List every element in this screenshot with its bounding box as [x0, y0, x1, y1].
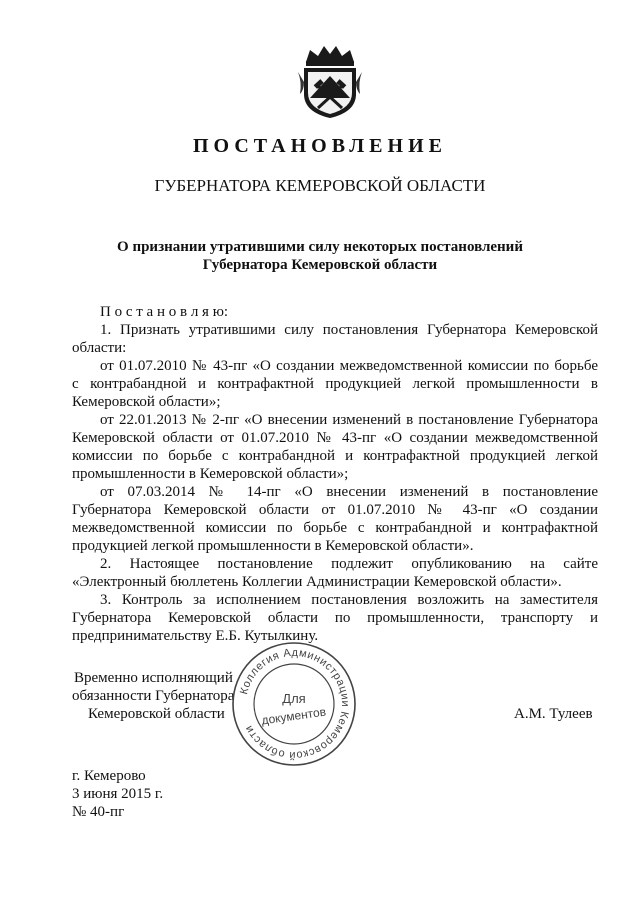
body-line: с контрабандной и контрафактной продукцией легкой промышленности в — [72, 376, 598, 392]
body-line: Губернатора Кемеровской области по промышленности, транспорту и — [72, 610, 598, 626]
body-line: Кемеровской области»; — [72, 394, 221, 410]
page-title: ПОСТАНОВЛЕНИЕ — [193, 135, 447, 157]
body-line: от 22.01.2013 № 2-пг «О внесении изменений в постановление Губернатора — [100, 412, 598, 428]
body-line: межведомственной комиссии по борьбе с контрабандной и контрафактной — [72, 520, 598, 536]
stamp-ring-text: Коллегия Администрации Кемеровской области — [238, 646, 352, 762]
body-line: от 01.07.2010 № 43-пг «О создании межведомственной комиссии по борьбе — [100, 358, 598, 374]
body-line: 1. Признать утратившими силу постановления Губернатора Кемеровской — [100, 322, 598, 338]
body-line: предпринимательству Е.Б. Кутылкину. — [72, 628, 319, 644]
city: г. Кемерово — [72, 768, 146, 784]
body-line: Кемеровской области от 01.07.2010 № 43-пг «О создании межведомственной — [72, 430, 598, 446]
document-number: № 40-пг — [72, 804, 125, 820]
date: 3 июня 2015 г. — [72, 786, 164, 802]
doc-heading-line-2: Губернатора Кемеровской области — [202, 257, 438, 273]
signature-role-line-3: Кемеровской области — [88, 706, 225, 722]
body-line: 2. Настоящее постановление подлежит опубликованию на сайте — [100, 556, 598, 572]
issuer-subtitle: ГУБЕРНАТОРА КЕМЕРОВСКОЙ ОБЛАСТИ — [154, 176, 486, 195]
body-line: от 07.03.2014 № 14-пг «О внесении изменений в постановление — [100, 484, 598, 500]
official-stamp — [230, 640, 358, 768]
signature-role-line-1: Временно исполняющий — [74, 670, 233, 686]
body-line: промышленности в Кемеровской области»; — [72, 466, 349, 482]
coat-of-arms-emblem — [296, 42, 364, 120]
doc-heading-line-1: О признании утратившими силу некоторых постановлений — [117, 239, 523, 255]
body-line: области: — [72, 340, 127, 356]
signature-role-line-2: обязанности Губернатора — [72, 688, 235, 704]
stamp-center-line-1: Для — [282, 691, 306, 706]
body-line: продукцией легкой промышленности в Кемеровской области». — [72, 538, 474, 554]
body-line: «Электронный бюллетень Коллегии Администрации Кемеровской области». — [72, 574, 562, 590]
body-line: Губернатора Кемеровской области от 01.07.2010 № 43-пг «О создании — [72, 502, 598, 518]
signatory-name: А.М. Тулеев — [514, 706, 593, 722]
body-line: комиссии по борьбе с контрабандной и контрафактной продукцией легкой — [72, 448, 598, 464]
stamp-center-line-2: документов — [260, 704, 327, 728]
decree-word: П о с т а н о в л я ю: — [100, 304, 229, 320]
body-line: 3. Контроль за исполнением постановления возложить на заместителя — [100, 592, 598, 608]
